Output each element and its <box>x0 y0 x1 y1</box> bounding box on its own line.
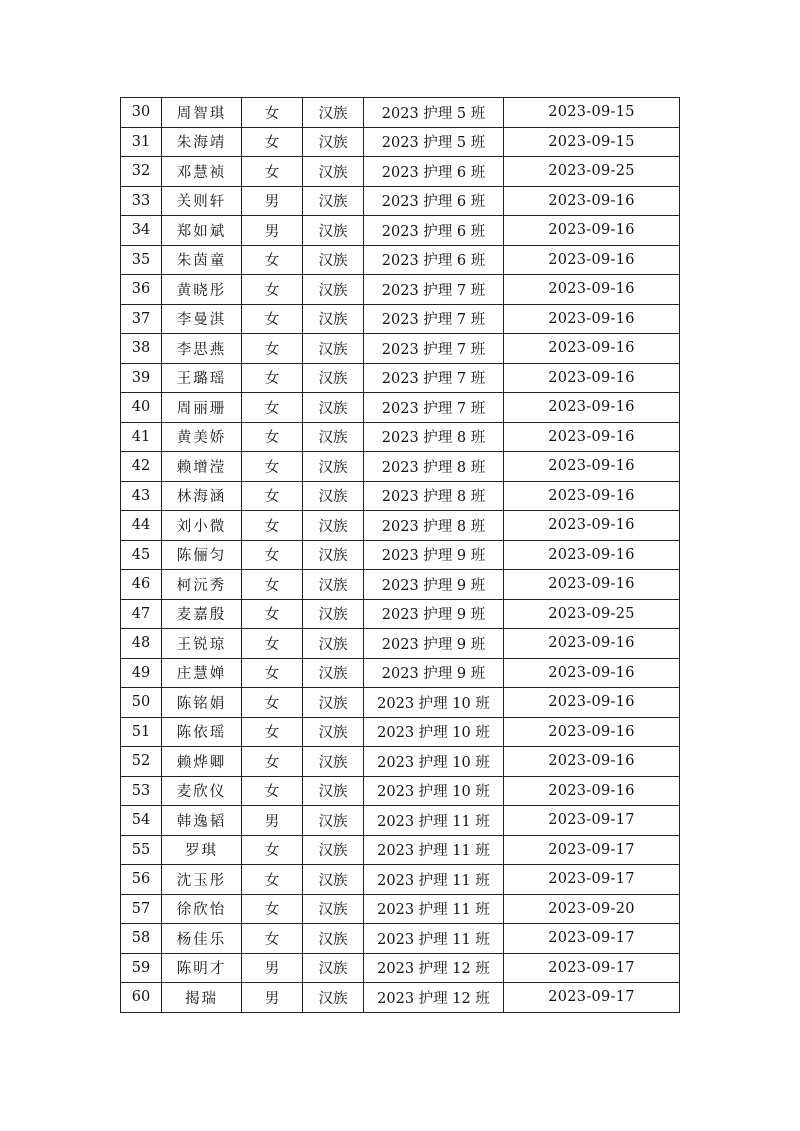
student-ethnicity: 汉族 <box>303 894 364 924</box>
row-number: 48 <box>121 629 162 659</box>
student-name: 麦欣仪 <box>162 776 242 806</box>
student-class: 2023 护理 7 班 <box>364 393 504 423</box>
enrollment-date: 2023-09-25 <box>504 157 680 187</box>
student-ethnicity: 汉族 <box>303 157 364 187</box>
table-row <box>121 747 680 777</box>
enrollment-date: 2023-09-16 <box>504 481 680 511</box>
student-gender: 女 <box>242 747 303 777</box>
student-class: 2023 护理 10 班 <box>364 747 504 777</box>
row-number: 36 <box>121 275 162 305</box>
table-row <box>121 245 680 275</box>
student-gender: 女 <box>242 540 303 570</box>
enrollment-date: 2023-09-17 <box>504 953 680 983</box>
student-class: 2023 护理 9 班 <box>364 599 504 629</box>
student-ethnicity: 汉族 <box>303 186 364 216</box>
student-name: 杨佳乐 <box>162 924 242 954</box>
student-class: 2023 护理 6 班 <box>364 245 504 275</box>
student-name: 陈铭娟 <box>162 688 242 718</box>
enrollment-date: 2023-09-17 <box>504 924 680 954</box>
student-class: 2023 护理 6 班 <box>364 186 504 216</box>
student-name: 徐欣怡 <box>162 894 242 924</box>
student-ethnicity: 汉族 <box>303 245 364 275</box>
enrollment-date: 2023-09-15 <box>504 98 680 128</box>
row-number: 33 <box>121 186 162 216</box>
enrollment-date: 2023-09-16 <box>504 452 680 482</box>
enrollment-date: 2023-09-16 <box>504 422 680 452</box>
enrollment-date: 2023-09-16 <box>504 216 680 246</box>
enrollment-date: 2023-09-16 <box>504 393 680 423</box>
table-row <box>121 540 680 570</box>
enrollment-date: 2023-09-16 <box>504 186 680 216</box>
student-gender: 女 <box>242 98 303 128</box>
enrollment-date: 2023-09-16 <box>504 747 680 777</box>
student-ethnicity: 汉族 <box>303 717 364 747</box>
student-ethnicity: 汉族 <box>303 806 364 836</box>
student-name: 罗琪 <box>162 835 242 865</box>
table-row <box>121 452 680 482</box>
student-gender: 女 <box>242 629 303 659</box>
student-ethnicity: 汉族 <box>303 599 364 629</box>
student-class: 2023 护理 11 班 <box>364 924 504 954</box>
student-class: 2023 护理 8 班 <box>364 422 504 452</box>
student-gender: 女 <box>242 688 303 718</box>
enrollment-date: 2023-09-16 <box>504 717 680 747</box>
student-ethnicity: 汉族 <box>303 363 364 393</box>
table-row <box>121 806 680 836</box>
student-name: 朱茵童 <box>162 245 242 275</box>
table-row <box>121 658 680 688</box>
table-row <box>121 865 680 895</box>
student-class: 2023 护理 10 班 <box>364 776 504 806</box>
table-row <box>121 953 680 983</box>
student-ethnicity: 汉族 <box>303 511 364 541</box>
student-ethnicity: 汉族 <box>303 304 364 334</box>
student-class: 2023 护理 7 班 <box>364 304 504 334</box>
table-row <box>121 363 680 393</box>
table-row <box>121 894 680 924</box>
student-name: 陈俪匀 <box>162 540 242 570</box>
student-gender: 女 <box>242 393 303 423</box>
student-class: 2023 护理 7 班 <box>364 275 504 305</box>
student-gender: 女 <box>242 157 303 187</box>
row-number: 37 <box>121 304 162 334</box>
row-number: 41 <box>121 422 162 452</box>
student-ethnicity: 汉族 <box>303 835 364 865</box>
student-name: 邓慧祯 <box>162 157 242 187</box>
student-gender: 女 <box>242 717 303 747</box>
student-name: 王锐琼 <box>162 629 242 659</box>
student-name: 周丽珊 <box>162 393 242 423</box>
student-name: 朱海靖 <box>162 127 242 157</box>
table-row <box>121 924 680 954</box>
row-number: 42 <box>121 452 162 482</box>
enrollment-date: 2023-09-16 <box>504 275 680 305</box>
enrollment-date: 2023-09-20 <box>504 894 680 924</box>
student-ethnicity: 汉族 <box>303 334 364 364</box>
enrollment-date: 2023-09-16 <box>504 304 680 334</box>
enrollment-date: 2023-09-16 <box>504 245 680 275</box>
table-row <box>121 393 680 423</box>
row-number: 49 <box>121 658 162 688</box>
enrollment-date: 2023-09-16 <box>504 570 680 600</box>
student-gender: 女 <box>242 481 303 511</box>
student-gender: 女 <box>242 245 303 275</box>
student-name: 麦嘉殷 <box>162 599 242 629</box>
student-name: 林海涵 <box>162 481 242 511</box>
student-class: 2023 护理 9 班 <box>364 658 504 688</box>
student-gender: 女 <box>242 599 303 629</box>
student-ethnicity: 汉族 <box>303 275 364 305</box>
enrollment-date: 2023-09-16 <box>504 334 680 364</box>
row-number: 52 <box>121 747 162 777</box>
student-gender: 女 <box>242 776 303 806</box>
row-number: 35 <box>121 245 162 275</box>
student-gender: 女 <box>242 275 303 305</box>
student-class: 2023 护理 5 班 <box>364 98 504 128</box>
student-class: 2023 护理 11 班 <box>364 806 504 836</box>
student-gender: 男 <box>242 953 303 983</box>
student-class: 2023 护理 12 班 <box>364 983 504 1013</box>
student-ethnicity: 汉族 <box>303 924 364 954</box>
table-row <box>121 422 680 452</box>
student-class: 2023 护理 8 班 <box>364 452 504 482</box>
student-name: 庄慧婵 <box>162 658 242 688</box>
table-row <box>121 334 680 364</box>
student-ethnicity: 汉族 <box>303 540 364 570</box>
table-row <box>121 688 680 718</box>
enrollment-date: 2023-09-16 <box>504 540 680 570</box>
student-gender: 男 <box>242 186 303 216</box>
row-number: 31 <box>121 127 162 157</box>
enrollment-date: 2023-09-15 <box>504 127 680 157</box>
row-number: 51 <box>121 717 162 747</box>
row-number: 58 <box>121 924 162 954</box>
row-number: 45 <box>121 540 162 570</box>
student-name: 李曼淇 <box>162 304 242 334</box>
row-number: 57 <box>121 894 162 924</box>
student-gender: 女 <box>242 570 303 600</box>
row-number: 38 <box>121 334 162 364</box>
student-ethnicity: 汉族 <box>303 629 364 659</box>
student-name: 韩逸韬 <box>162 806 242 836</box>
student-gender: 女 <box>242 835 303 865</box>
table-row <box>121 629 680 659</box>
student-name: 黄晓彤 <box>162 275 242 305</box>
table-row <box>121 216 680 246</box>
student-class: 2023 护理 9 班 <box>364 629 504 659</box>
student-name: 赖增滢 <box>162 452 242 482</box>
student-class: 2023 护理 11 班 <box>364 865 504 895</box>
student-ethnicity: 汉族 <box>303 216 364 246</box>
student-name: 陈依瑶 <box>162 717 242 747</box>
student-gender: 女 <box>242 924 303 954</box>
student-class: 2023 护理 5 班 <box>364 127 504 157</box>
student-gender: 女 <box>242 363 303 393</box>
enrollment-date: 2023-09-16 <box>504 629 680 659</box>
student-name: 揭瑞 <box>162 983 242 1013</box>
enrollment-date: 2023-09-17 <box>504 983 680 1013</box>
student-gender: 女 <box>242 334 303 364</box>
student-class: 2023 护理 7 班 <box>364 363 504 393</box>
row-number: 39 <box>121 363 162 393</box>
student-ethnicity: 汉族 <box>303 747 364 777</box>
student-gender: 女 <box>242 422 303 452</box>
student-name: 郑如斌 <box>162 216 242 246</box>
table-row <box>121 127 680 157</box>
student-name: 周智琪 <box>162 98 242 128</box>
row-number: 50 <box>121 688 162 718</box>
student-class: 2023 护理 11 班 <box>364 835 504 865</box>
table-row <box>121 157 680 187</box>
student-class: 2023 护理 6 班 <box>364 216 504 246</box>
student-name: 王璐瑶 <box>162 363 242 393</box>
enrollment-date: 2023-09-16 <box>504 776 680 806</box>
student-name: 黄美娇 <box>162 422 242 452</box>
enrollment-date: 2023-09-16 <box>504 658 680 688</box>
student-gender: 女 <box>242 452 303 482</box>
student-name: 柯沅秀 <box>162 570 242 600</box>
student-gender: 女 <box>242 894 303 924</box>
student-ethnicity: 汉族 <box>303 570 364 600</box>
student-ethnicity: 汉族 <box>303 481 364 511</box>
table-row <box>121 511 680 541</box>
table-row <box>121 481 680 511</box>
student-name: 刘小微 <box>162 511 242 541</box>
enrollment-date: 2023-09-17 <box>504 865 680 895</box>
student-gender: 男 <box>242 806 303 836</box>
student-gender: 女 <box>242 511 303 541</box>
student-roster-table <box>120 97 680 1013</box>
enrollment-date: 2023-09-16 <box>504 511 680 541</box>
row-number: 32 <box>121 157 162 187</box>
student-class: 2023 护理 12 班 <box>364 953 504 983</box>
student-gender: 女 <box>242 658 303 688</box>
student-name: 赖烨卿 <box>162 747 242 777</box>
student-ethnicity: 汉族 <box>303 983 364 1013</box>
student-name: 关则轩 <box>162 186 242 216</box>
student-ethnicity: 汉族 <box>303 865 364 895</box>
student-gender: 男 <box>242 983 303 1013</box>
student-class: 2023 护理 8 班 <box>364 481 504 511</box>
student-gender: 女 <box>242 865 303 895</box>
student-class: 2023 护理 8 班 <box>364 511 504 541</box>
row-number: 55 <box>121 835 162 865</box>
student-class: 2023 护理 11 班 <box>364 894 504 924</box>
row-number: 44 <box>121 511 162 541</box>
enrollment-date: 2023-09-16 <box>504 363 680 393</box>
student-gender: 女 <box>242 304 303 334</box>
student-name: 李思燕 <box>162 334 242 364</box>
student-gender: 男 <box>242 216 303 246</box>
table-row <box>121 570 680 600</box>
student-ethnicity: 汉族 <box>303 393 364 423</box>
row-number: 40 <box>121 393 162 423</box>
table-row <box>121 983 680 1013</box>
row-number: 43 <box>121 481 162 511</box>
table-row <box>121 717 680 747</box>
student-class: 2023 护理 7 班 <box>364 334 504 364</box>
row-number: 59 <box>121 953 162 983</box>
row-number: 34 <box>121 216 162 246</box>
enrollment-date: 2023-09-17 <box>504 835 680 865</box>
student-ethnicity: 汉族 <box>303 98 364 128</box>
row-number: 54 <box>121 806 162 836</box>
student-ethnicity: 汉族 <box>303 422 364 452</box>
table-row <box>121 835 680 865</box>
table-row <box>121 304 680 334</box>
student-name: 沈玉彤 <box>162 865 242 895</box>
enrollment-date: 2023-09-17 <box>504 806 680 836</box>
student-ethnicity: 汉族 <box>303 658 364 688</box>
student-ethnicity: 汉族 <box>303 452 364 482</box>
row-number: 60 <box>121 983 162 1013</box>
student-class: 2023 护理 10 班 <box>364 717 504 747</box>
enrollment-date: 2023-09-25 <box>504 599 680 629</box>
student-ethnicity: 汉族 <box>303 127 364 157</box>
roster-body <box>121 98 680 1013</box>
student-class: 2023 护理 9 班 <box>364 570 504 600</box>
row-number: 56 <box>121 865 162 895</box>
student-class: 2023 护理 6 班 <box>364 157 504 187</box>
student-ethnicity: 汉族 <box>303 953 364 983</box>
student-name: 陈明才 <box>162 953 242 983</box>
table-row <box>121 599 680 629</box>
row-number: 46 <box>121 570 162 600</box>
table-row <box>121 186 680 216</box>
enrollment-date: 2023-09-16 <box>504 688 680 718</box>
row-number: 53 <box>121 776 162 806</box>
student-ethnicity: 汉族 <box>303 688 364 718</box>
table-row <box>121 98 680 128</box>
table-row <box>121 776 680 806</box>
student-class: 2023 护理 10 班 <box>364 688 504 718</box>
student-class: 2023 护理 9 班 <box>364 540 504 570</box>
student-ethnicity: 汉族 <box>303 776 364 806</box>
table-row <box>121 275 680 305</box>
row-number: 47 <box>121 599 162 629</box>
student-gender: 女 <box>242 127 303 157</box>
row-number: 30 <box>121 98 162 128</box>
